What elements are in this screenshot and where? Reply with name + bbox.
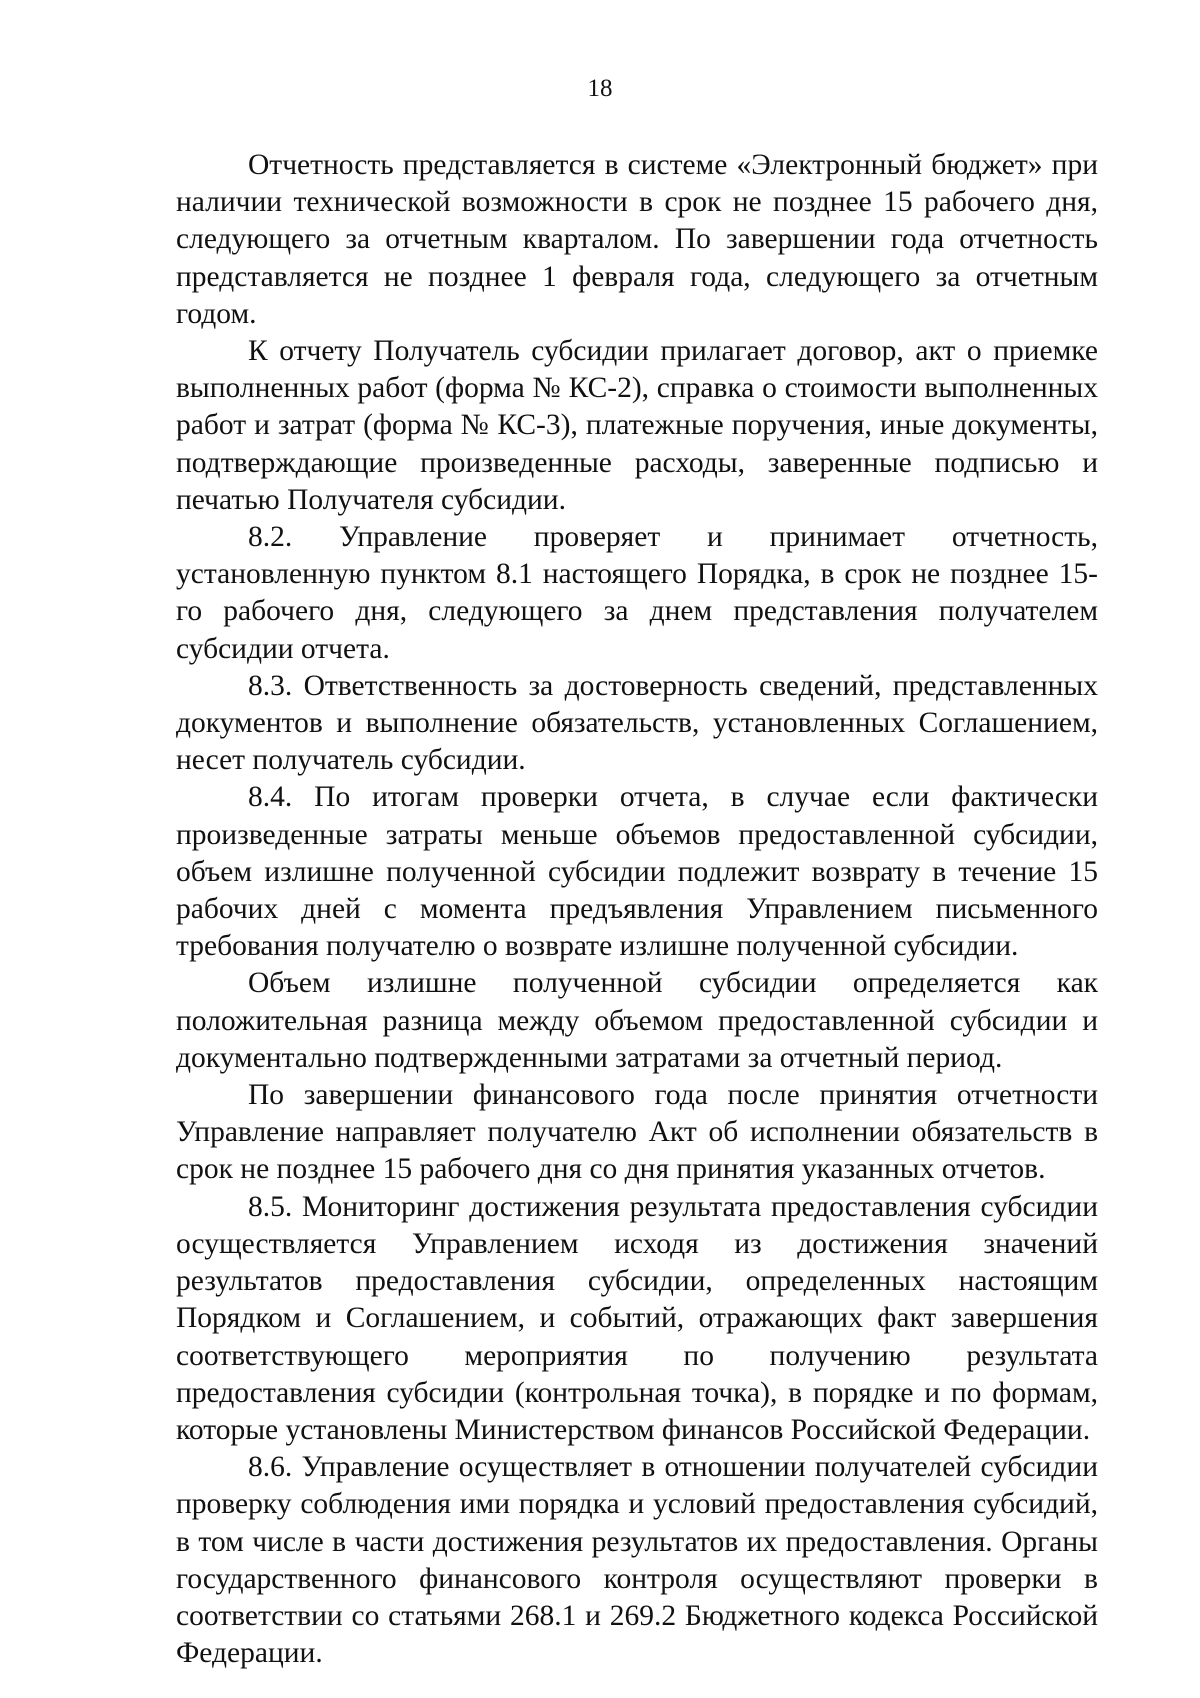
paragraph-excess-subsidy: Объем излишне полученной субсидии определяется как положительная разница между объемом предоставленной субсидии и документально подтвержденными затратами за отчетный период. xyxy=(176,967,1098,1074)
paragraph-reporting-submission: Отчетность представляется в системе «Электронный бюджет» при наличии технической возможности в срок не позднее 15 рабочего дня, следующего за отчетным кварталом. По завершении года отчетность представляется не позднее 1 февраля года, следующего за отчетным годом. xyxy=(176,149,1098,330)
paragraph-8-5: 8.5. Мониторинг достижения результата предоставления субсидии осуществляется Управлением исходя из достижения значений результатов предоставления субсидии, определенных настоящим Порядком и Соглашением, и событий, отражающих факт завершения соответствующего мероприятия по получению результата предоставления субсидии (контрольная точка), в порядке и по формам, которые установлены Министерством финансов Российской Федерации. xyxy=(176,1190,1098,1446)
paragraph-8-3: 8.3. Ответственность за достоверность сведений, представленных документов и выполнение обязательств, установленных Соглашением, несет получатель субсидии. xyxy=(176,669,1098,777)
paragraph-8-4: 8.4. По итогам проверки отчета, в случае если фактически произведенные затраты меньше объемов предоставленной субсидии, объем излишне полученной субсидии подлежит возврату в течение 15 рабочих дней с момента предъявления Управлением письменного требования получателю о возврате излишне полученной субсидии. xyxy=(176,781,1098,963)
paragraph-report-attachments: К отчету Получатель субсидии прилагает договор, акт о приемке выполненных работ (форма № КС-2), справка о стоимости выполненных работ и затрат (форма № КС-3), платежные поручения, иные документы, подтверждающие произведенные расходы, заверенные подписью и печатью Получателя субсидии. xyxy=(176,335,1098,516)
paragraph-8-6: 8.6. Управление осуществляет в отношении получателей субсидии проверку соблюдения ими порядка и условий предоставления субсидий, в том числе в части достижения результатов их предоставления. Органы государственного финансового контроля осуществляют проверки в соответствии со статьями 268.1 и 269.2 Бюджетного кодекса Российской Федерации. xyxy=(176,1451,1098,1670)
paragraph-obligations-act: По завершении финансового года после принятия отчетности Управление направляет получателю Акт об исполнении обязательств в срок не позднее 15 рабочего дня со дня принятия указанных отчетов. xyxy=(176,1079,1098,1186)
page-number: 18 xyxy=(587,75,613,102)
document-body xyxy=(176,147,1098,1672)
paragraph-8-2: 8.2. Управление проверяет и принимает отчетность, установленную пунктом 8.1 настоящего Порядка, в срок не позднее 15-го рабочего дня, следующего за днем представления получателем субсидии отчета. xyxy=(176,521,1098,665)
